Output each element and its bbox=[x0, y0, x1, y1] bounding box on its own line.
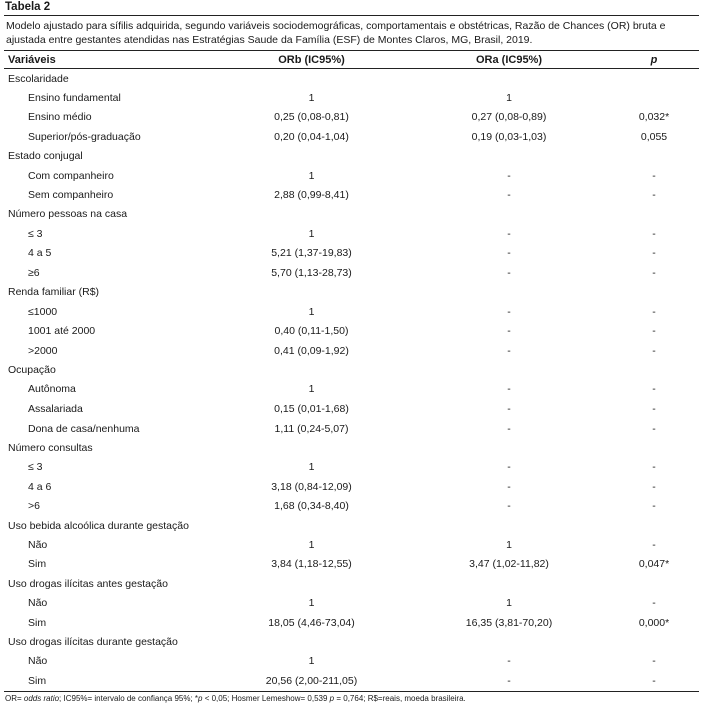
table-row bbox=[4, 535, 699, 555]
row-label: ≤ 3 bbox=[28, 227, 43, 240]
p-value: - bbox=[652, 655, 656, 668]
group-title: Uso bebida alcoólica durante gestação bbox=[8, 519, 189, 532]
p-value: - bbox=[652, 538, 656, 551]
ora-value: - bbox=[507, 169, 511, 182]
header-orb: ORb (IC95%) bbox=[214, 51, 409, 69]
table-row bbox=[4, 477, 699, 497]
p-value: - bbox=[652, 266, 656, 279]
table-label: Tabela 2 bbox=[5, 1, 51, 13]
ora-value: 1 bbox=[506, 91, 512, 104]
ora-value: - bbox=[507, 189, 511, 202]
orb-value: 0,40 (0,11-1,50) bbox=[274, 325, 349, 338]
p-value: - bbox=[652, 169, 656, 182]
results-table bbox=[4, 51, 699, 691]
ora-value: 1 bbox=[506, 538, 512, 551]
orb-value: 20,56 (2,00-211,05) bbox=[265, 674, 358, 687]
ora-value: 3,47 (1,02-11,82) bbox=[469, 558, 549, 571]
orb-value: 1,11 (0,24-5,07) bbox=[274, 422, 349, 435]
orb-value: 2,88 (0,99-8,41) bbox=[274, 189, 349, 202]
p-value: - bbox=[652, 383, 656, 396]
table-row bbox=[4, 613, 699, 633]
p-value: 0,000* bbox=[638, 616, 670, 629]
table-row bbox=[4, 341, 699, 361]
p-value bbox=[609, 88, 699, 108]
group-header-row bbox=[4, 205, 699, 224]
table-row bbox=[4, 555, 699, 575]
ora-value: - bbox=[507, 402, 511, 415]
orb-value: 1,68 (0,34-8,40) bbox=[274, 500, 349, 513]
orb-value: 1 bbox=[308, 461, 315, 474]
header-p: p bbox=[609, 51, 699, 69]
group-title: Uso drogas ilícitas durante gestação bbox=[8, 635, 178, 648]
p-value: - bbox=[652, 344, 656, 357]
row-label: Sim bbox=[28, 674, 47, 687]
row-label: Ensino fundamental bbox=[28, 91, 121, 104]
p-value: - bbox=[652, 402, 656, 415]
p-value: - bbox=[652, 189, 656, 202]
orb-value: 1 bbox=[308, 169, 315, 182]
ora-value: 16,35 (3,81-70,20) bbox=[465, 616, 553, 629]
p-value: 0,055 bbox=[640, 130, 668, 143]
group-header-row bbox=[4, 361, 699, 380]
group-title: Número consultas bbox=[8, 441, 93, 454]
p-value: - bbox=[652, 461, 656, 474]
group-title: Escolaridade bbox=[8, 72, 69, 85]
ora-value: - bbox=[507, 344, 511, 357]
ora-value: - bbox=[507, 305, 511, 318]
row-label: >2000 bbox=[28, 344, 58, 357]
orb-value: 1 bbox=[308, 655, 315, 668]
p-value: - bbox=[652, 597, 656, 610]
row-label: Não bbox=[28, 655, 48, 668]
table-row bbox=[4, 88, 699, 108]
row-label: 1001 até 2000 bbox=[28, 325, 96, 338]
group-header-row bbox=[4, 283, 699, 302]
ora-value: - bbox=[507, 674, 511, 687]
p-value: 0,047* bbox=[638, 558, 670, 571]
p-value: 0,032* bbox=[638, 111, 670, 124]
row-label: 4 a 6 bbox=[28, 480, 52, 493]
row-label: Assalariada bbox=[28, 402, 83, 415]
ora-value: - bbox=[507, 480, 511, 493]
table-row bbox=[4, 263, 699, 283]
table-row bbox=[4, 108, 699, 128]
ora-value: - bbox=[507, 325, 511, 338]
header-variaveis: Variáveis bbox=[4, 51, 214, 69]
p-value: - bbox=[652, 674, 656, 687]
ora-value: - bbox=[507, 266, 511, 279]
orb-value: 5,21 (1,37-19,83) bbox=[271, 247, 352, 260]
orb-value: 1 bbox=[308, 538, 315, 551]
group-title: Estado conjugal bbox=[8, 150, 83, 163]
p-value: - bbox=[652, 247, 656, 260]
orb-value: 0,15 (0,01-1,68) bbox=[274, 402, 349, 415]
ora-value: 0,27 (0,08-0,89) bbox=[471, 111, 547, 124]
ora-value: - bbox=[507, 461, 511, 474]
row-label: Sem companheiro bbox=[28, 189, 114, 202]
row-label: Não bbox=[28, 538, 48, 551]
group-title: Número pessoas na casa bbox=[8, 208, 128, 221]
group-header-row bbox=[4, 516, 699, 535]
table-row bbox=[4, 127, 699, 147]
row-label: Sim bbox=[28, 558, 47, 571]
ora-value: 1 bbox=[506, 597, 512, 610]
table-header-row bbox=[4, 51, 699, 69]
ora-value: - bbox=[507, 383, 511, 396]
orb-value: 0,20 (0,04-1,04) bbox=[274, 130, 349, 143]
row-label: ≤1000 bbox=[28, 305, 58, 318]
table-caption: Modelo ajustado para sífilis adquirida, segundo variáveis sociodemográficas, comportamentais e obstétricas, Razão de Chances (OR) bruta e ajustada entre gestantes atendidas nas Estratégias Saude da Família (ESF) de Montes Claros, MG, Brasil, 2019. bbox=[6, 20, 666, 46]
row-label: Ensino médio bbox=[28, 111, 92, 124]
row-label: Dona de casa/nenhuma bbox=[28, 422, 140, 435]
group-title: Uso drogas ilícitas antes gestação bbox=[8, 577, 168, 590]
table-document bbox=[4, 0, 699, 704]
table-body bbox=[4, 69, 699, 691]
orb-value: 1 bbox=[308, 383, 315, 396]
table-row bbox=[4, 321, 699, 341]
group-header-row bbox=[4, 438, 699, 457]
header-ora: ORa (IC95%) bbox=[409, 51, 609, 69]
table-row bbox=[4, 399, 699, 419]
table-row bbox=[4, 244, 699, 264]
orb-value: 3,18 (0,84-12,09) bbox=[271, 480, 352, 493]
p-value: - bbox=[652, 480, 656, 493]
group-header-row bbox=[4, 69, 699, 89]
p-value: - bbox=[652, 227, 656, 240]
table-row bbox=[4, 419, 699, 439]
p-value: - bbox=[652, 500, 656, 513]
group-header-row bbox=[4, 574, 699, 593]
group-header-row bbox=[4, 632, 699, 651]
row-label: Autônoma bbox=[28, 383, 76, 396]
table-row bbox=[4, 380, 699, 400]
table-row bbox=[4, 671, 699, 691]
orb-value: 0,25 (0,08-0,81) bbox=[274, 111, 349, 124]
table-row bbox=[4, 185, 699, 205]
group-title: Renda familiar (R$) bbox=[8, 286, 100, 299]
orb-value: 1 bbox=[308, 597, 315, 610]
row-label: Com companheiro bbox=[28, 169, 114, 182]
table-row bbox=[4, 302, 699, 322]
row-label: ≤ 3 bbox=[28, 461, 43, 474]
orb-value: 18,05 (4,46-73,04) bbox=[268, 616, 355, 629]
table-footnote: OR= odds ratio; IC95%= intervalo de confiança 95%; *p < 0,05; Hosmer Lemeshow= 0,539 p = 0,764; R$=reais, moeda brasileira. bbox=[5, 693, 466, 703]
table-row bbox=[4, 224, 699, 244]
orb-value: 1 bbox=[308, 305, 315, 318]
row-label: Superior/pós-graduação bbox=[28, 130, 141, 143]
group-header-row bbox=[4, 147, 699, 166]
table-row bbox=[4, 457, 699, 477]
row-label: Não bbox=[28, 597, 48, 610]
p-value: - bbox=[652, 325, 656, 338]
table-row bbox=[4, 651, 699, 671]
ora-value: - bbox=[507, 500, 511, 513]
p-value: - bbox=[652, 422, 656, 435]
p-value: - bbox=[652, 305, 656, 318]
row-label: 4 a 5 bbox=[28, 247, 52, 260]
group-title: Ocupação bbox=[8, 364, 56, 377]
row-label: >6 bbox=[28, 500, 40, 513]
ora-value: - bbox=[507, 247, 511, 260]
row-label: Sim bbox=[28, 616, 47, 629]
row-label: ≥6 bbox=[28, 266, 40, 279]
orb-value: 1 bbox=[308, 227, 315, 240]
orb-value: 3,84 (1,18-12,55) bbox=[271, 558, 352, 571]
orb-value: 0,41 (0,09-1,92) bbox=[274, 344, 349, 357]
table-row bbox=[4, 593, 699, 613]
ora-value: 0,19 (0,03-1,03) bbox=[471, 130, 547, 143]
orb-value: 5,70 (1,13-28,73) bbox=[271, 266, 352, 279]
table-row bbox=[4, 497, 699, 517]
ora-value: - bbox=[507, 227, 511, 240]
table-row bbox=[4, 166, 699, 186]
orb-value: 1 bbox=[308, 91, 315, 104]
ora-value: - bbox=[507, 655, 511, 668]
ora-value: - bbox=[507, 422, 511, 435]
